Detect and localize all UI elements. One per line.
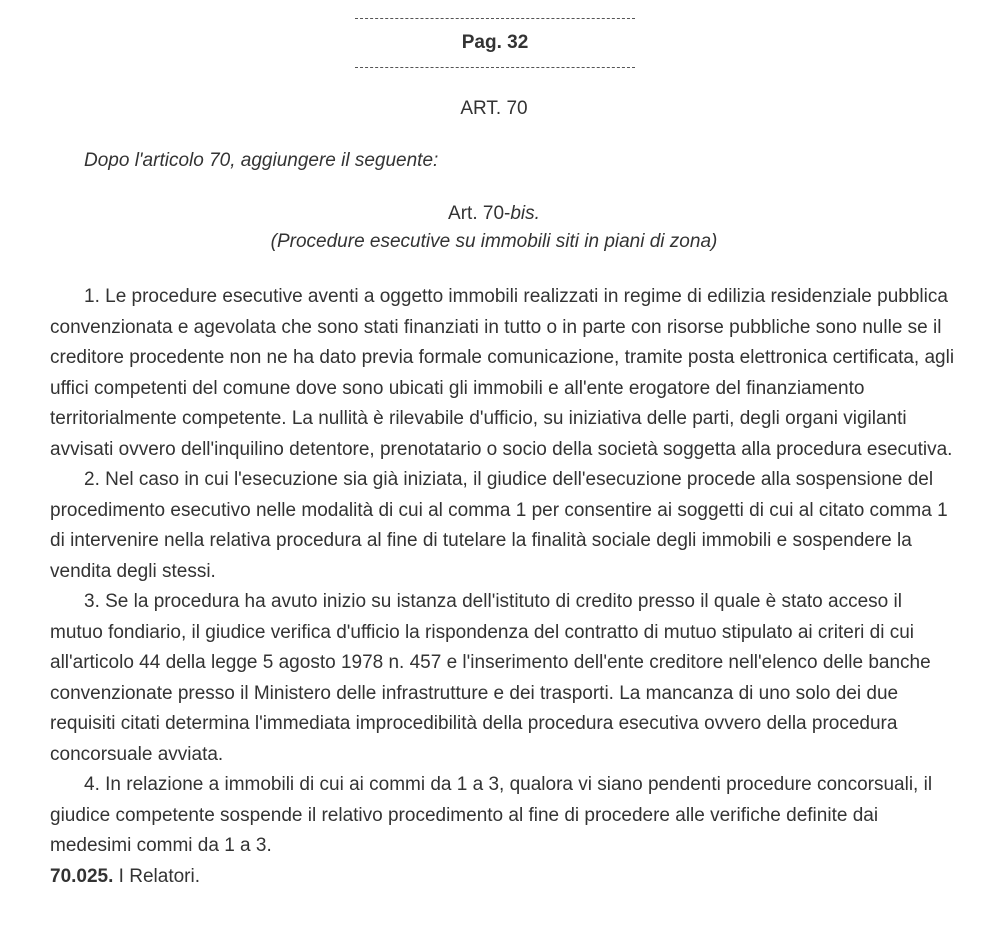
paragraph-3: 3. Se la procedura ha avuto inizio su istanza dell'istituto di credito presso il quale è stato acceso il mutuo fondiario, il giudice verifica d'ufficio la rispondenza del contratto di mutuo stipulato ai criteri di cui all'articolo 44 della legge 5 agosto 1978 n. 457 e l'inserimento dell'ente creditore nell'elenco delle banche convenzionate presso il Ministero delle infrastrutture e dei trasporti. La mancanza di uno solo dei due requisiti citati determina l'immediata improcedibilità della procedura esecutiva ovvero della procedura concorsuale avviata. bbox=[50, 591, 931, 765]
page-header bbox=[355, 18, 635, 68]
new-article-heading bbox=[0, 200, 988, 256]
bis-suffix: bis. bbox=[510, 203, 540, 224]
paragraph-4: 4. In relazione a immobili di cui ai commi da 1 a 3, qualora vi siano pendenti procedure concorsuali, il giudice competente sospende il relativo procedimento al fine di procedere alle verifiche definite dai medesimi commi da 1 a 3. bbox=[50, 774, 933, 856]
signature-text: I Relatori. bbox=[113, 865, 200, 887]
closing-line bbox=[50, 862, 955, 893]
new-article-subtitle: (Procedure esecutive su immobili siti in piani di zona) bbox=[270, 231, 718, 252]
page-number: Pag. 32 bbox=[461, 32, 529, 53]
amendment-intro: Dopo l'articolo 70, aggiungere il seguente: bbox=[84, 150, 439, 171]
top-dashed-divider bbox=[355, 18, 635, 19]
bottom-dashed-divider bbox=[355, 67, 635, 68]
new-article-label: Art. 70-bis. bbox=[448, 203, 540, 224]
article-body bbox=[50, 282, 955, 892]
article-title: ART. 70 bbox=[460, 98, 528, 119]
paragraph-1: 1. Le procedure esecutive aventi a oggetto immobili realizzati in regime di edilizia residenziale pubblica convenzionata e agevolata che sono stati finanziati in tutto o in parte con risorse pubbliche sono nulle se il creditore procedente non ne ha dato previa formale comunicazione, tramite posta elettronica certificata, agli uffici competenti del comune dove sono ubicati gli immobili e all'ente erogatore del finanziamento territorialmente competente. La nullità è rilevabile d'ufficio, su iniziativa delle parti, degli organi vigilanti avvisati ovvero dell'inquilino detentore, prenotatario o socio della società soggetta alla procedura esecutiva. bbox=[50, 286, 955, 460]
paragraph-2: 2. Nel caso in cui l'esecuzione sia già iniziata, il giudice dell'esecuzione procede alla sospensione del procedimento esecutivo nelle modalità di cui al comma 1 per consentire ai soggetti di cui al citato comma 1 di intervenire nella relativa procedura al fine di tutelare la finalità sociale degli immobili e sospendere la vendita degli stessi. bbox=[50, 469, 948, 582]
amendment-number: 70.025. bbox=[50, 865, 114, 887]
